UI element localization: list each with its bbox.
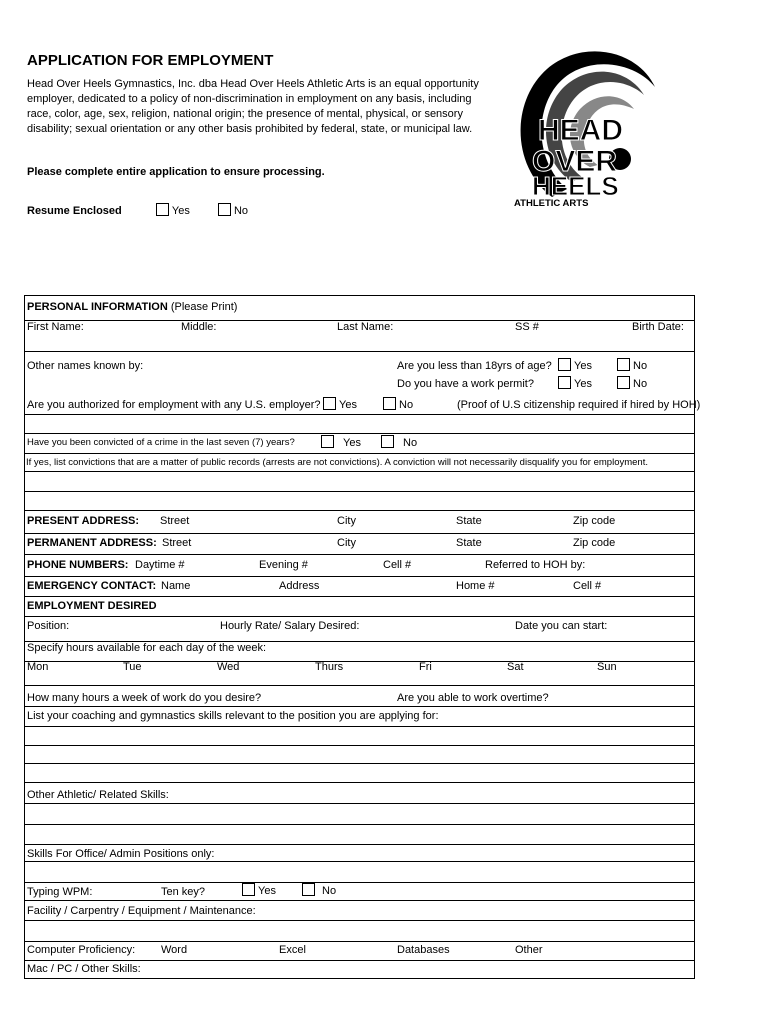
facility-skills-label: Facility / Carpentry / Equipment / Maintenance: <box>27 905 256 917</box>
logo-word-heels: HEELS <box>532 171 619 201</box>
logo-word-head: HEAD <box>538 114 624 147</box>
emergency-contact-label: EMERGENCY CONTACT: <box>27 580 157 592</box>
instruction-text: Please complete entire application to ensure processing. <box>27 166 325 178</box>
personal-info-heading: PERSONAL INFORMATION (Please Print) <box>27 301 238 313</box>
under-18-no-checkbox[interactable] <box>617 358 630 371</box>
permanent-state-label: State <box>456 537 482 549</box>
ten-key-yes-checkbox[interactable] <box>242 883 255 896</box>
convicted-no-checkbox[interactable] <box>381 435 394 448</box>
ten-key-no-label: No <box>322 885 337 897</box>
coaching-skills-label: List your coaching and gymnastics skills relevant to the position you are applying for: <box>27 710 439 722</box>
work-permit-yes-checkbox[interactable] <box>558 376 571 389</box>
employment-desired-heading: EMPLOYMENT DESIRED <box>27 600 157 612</box>
emergency-name-label: Name <box>161 580 191 592</box>
emergency-home-label: Home # <box>456 580 495 592</box>
cell-phone-label: Cell # <box>383 559 412 571</box>
citizenship-proof-note: (Proof of U.S citizenship required if hired by HOH) <box>457 399 701 411</box>
emergency-address-label: Address <box>279 580 320 592</box>
work-permit-question: Do you have a work permit? <box>397 378 534 390</box>
day-thurs: Thurs <box>315 661 344 673</box>
under-18-yes-label: Yes <box>574 360 592 372</box>
start-date-label: Date you can start: <box>515 620 608 632</box>
eeo-statement: Head Over Heels Gymnastics, Inc. dba Head Over Heels Athletic Arts is an equal opportunity employer, dedicated to a policy of non-discrimination in employment on any basis, including race, color, age, sex, religion, national origin; the presence of mental, physical, or sensory disability; sexual orientation or any other basis prohibited by federal, state, or municipal law. <box>27 78 479 135</box>
under-18-question: Are you less than 18yrs of age? <box>397 360 552 372</box>
databases-label: Databases <box>397 944 450 956</box>
day-fri: Fri <box>419 661 432 673</box>
under-18-yes-checkbox[interactable] <box>558 358 571 371</box>
under-18-no-label: No <box>633 360 648 372</box>
convicted-yes-label: Yes <box>343 437 361 449</box>
first-name-label: First Name: <box>27 321 84 333</box>
work-permit-no-label: No <box>633 378 648 390</box>
position-label: Position: <box>27 620 70 632</box>
day-tue: Tue <box>123 661 142 673</box>
authorized-question: Are you authorized for employment with any U.S. employer? <box>27 399 321 411</box>
permanent-street-label: Street <box>162 537 192 549</box>
day-wed: Wed <box>217 661 240 673</box>
present-state-label: State <box>456 515 482 527</box>
word-label: Word <box>161 944 188 956</box>
excel-label: Excel <box>279 944 306 956</box>
convicted-question: Have you been convicted of a crime in the last seven (7) years? <box>27 437 295 448</box>
hourly-rate-label: Hourly Rate/ Salary Desired: <box>220 620 360 632</box>
emergency-cell-label: Cell # <box>573 580 602 592</box>
work-permit-yes-label: Yes <box>574 378 592 390</box>
permanent-zip-label: Zip code <box>573 537 616 549</box>
work-permit-no-checkbox[interactable] <box>617 376 630 389</box>
authorized-no-checkbox[interactable] <box>383 397 396 410</box>
daytime-phone-label: Daytime # <box>135 559 185 571</box>
referred-label: Referred to HOH by: <box>485 559 586 571</box>
authorized-yes-checkbox[interactable] <box>323 397 336 410</box>
day-sat: Sat <box>507 661 524 673</box>
computer-proficiency-label: Computer Proficiency: <box>27 944 136 956</box>
present-address-label: PRESENT ADDRESS: <box>27 515 140 527</box>
authorized-yes-label: Yes <box>339 399 357 411</box>
day-mon: Mon <box>27 661 49 673</box>
resume-no-checkbox[interactable] <box>218 203 231 216</box>
logo-word-over: OVER <box>532 145 618 178</box>
overtime-label: Are you able to work overtime? <box>397 692 549 704</box>
office-skills-label: Skills For Office/ Admin Positions only: <box>27 848 215 860</box>
evening-phone-label: Evening # <box>259 559 308 571</box>
mac-pc-skills-label: Mac / PC / Other Skills: <box>27 963 141 975</box>
other-software-label: Other <box>515 944 543 956</box>
authorized-no-label: No <box>399 399 414 411</box>
present-city-label: City <box>337 515 356 527</box>
day-sun: Sun <box>597 661 617 673</box>
ss-label: SS # <box>515 321 539 333</box>
convicted-no-label: No <box>403 437 418 449</box>
other-athletic-skills-label: Other Athletic/ Related Skills: <box>27 789 169 801</box>
permanent-address-label: PERMANENT ADDRESS: <box>27 537 157 549</box>
ten-key-label: Ten key? <box>161 886 206 898</box>
convicted-yes-checkbox[interactable] <box>321 435 334 448</box>
resume-yes-label: Yes <box>171 205 190 217</box>
head-over-heels-logo <box>512 47 662 207</box>
page-title: APPLICATION FOR EMPLOYMENT <box>27 52 274 69</box>
typing-wpm-label: Typing WPM: <box>27 886 93 898</box>
present-street-label: Street <box>160 515 190 527</box>
permanent-city-label: City <box>337 537 356 549</box>
last-name-label: Last Name: <box>337 321 394 333</box>
resume-yes-checkbox[interactable] <box>156 203 169 216</box>
resume-label: Resume Enclosed <box>27 205 122 217</box>
convictions-instructions: If yes, list convictions that are a matter of public records (arrests are not convictions). A conviction will not necessarily disqualify you for employment. <box>26 457 648 468</box>
specify-hours-label: Specify hours available for each day of the week: <box>27 642 267 654</box>
other-names-label: Other names known by: <box>27 360 144 372</box>
resume-enclosed-row <box>27 203 248 217</box>
application-form <box>24 295 701 979</box>
present-zip-label: Zip code <box>573 515 616 527</box>
resume-no-label: No <box>233 205 249 217</box>
middle-name-label: Middle: <box>181 321 217 333</box>
ten-key-yes-label: Yes <box>258 885 276 897</box>
birth-date-label: Birth Date: <box>632 321 684 333</box>
logo-word-athletic-arts: ATHLETIC ARTS <box>514 198 589 207</box>
phone-numbers-label: PHONE NUMBERS: <box>27 559 129 571</box>
ten-key-no-checkbox[interactable] <box>302 883 315 896</box>
hours-per-week-label: How many hours a week of work do you desire? <box>27 692 262 704</box>
